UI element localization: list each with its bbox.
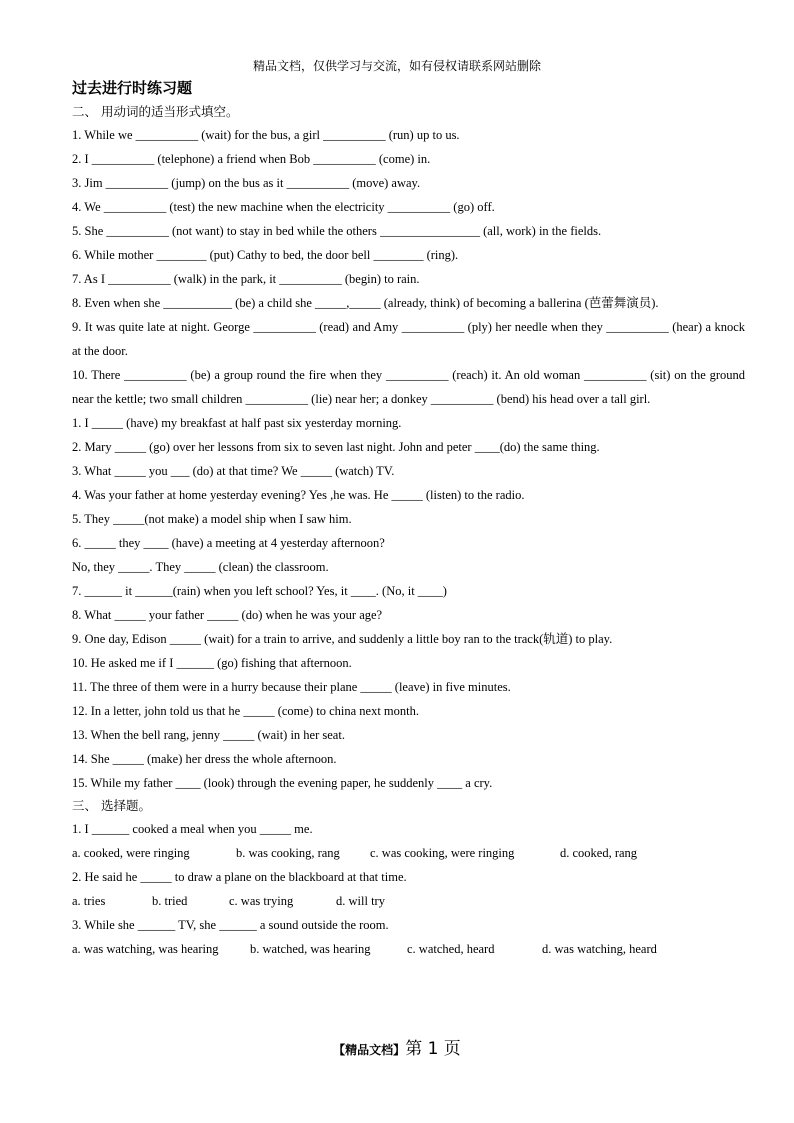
exercise-line: 12. In a letter, john told us that he _____ (come) to china next month. (72, 704, 419, 718)
exercise-line: 6. _____ they ____ (have) a meeting at 4 yesterday afternoon? (72, 536, 385, 550)
exercise-line: 1. I _____ (have) my breakfast at half past six yesterday morning. (72, 416, 402, 430)
exercise-line: 3. What _____ you ___ (do) at that time? We _____ (watch) TV. (72, 464, 395, 478)
exercise-line: 5. She __________ (not want) to stay in bed while the others ________________ (all, work) in the fields. (72, 224, 602, 238)
mc-option: a. cooked, were ringing (72, 846, 190, 860)
mc-option: c. watched, heard (407, 942, 495, 956)
mc-option: d. will try (336, 894, 385, 908)
mc-option: d. cooked, rang (560, 846, 638, 860)
mc-option: b. watched, was hearing (250, 942, 371, 956)
mc-option: a. tries (72, 894, 106, 908)
mc-question: 3. While she ______ TV, she ______ a sound outside the room. (72, 918, 389, 932)
mc-option: d. was watching, heard (542, 942, 657, 956)
exercise-line: 7. ______ it ______(rain) when you left school? Yes, it ____. (No, it ____) (72, 584, 447, 598)
exercise-line: 9. One day, Edison _____ (wait) for a train to arrive, and suddenly a little boy ran to the track(轨道) to play. (72, 632, 613, 646)
exercise-line: No, they _____. They _____ (clean) the classroom. (72, 560, 329, 574)
exercise-line: 3. Jim __________ (jump) on the bus as it __________ (move) away. (72, 176, 421, 190)
exercise-line: 2. I __________ (telephone) a friend when Bob __________ (come) in. (72, 152, 431, 166)
exercise-line: 2. Mary _____ (go) over her lessons from six to seven last night. John and peter ____(do) the same thing. (72, 440, 600, 454)
exercise-line: 8. Even when she ___________ (be) a child she _____,_____ (already, think) of becoming a ballerina (芭蕾舞演员). (72, 296, 659, 310)
exercise-line: 10. He asked me if I ______ (go) fishing that afternoon. (72, 656, 352, 670)
multiple-choice-list (72, 817, 745, 961)
mc-options (72, 937, 745, 961)
exercise-line: 4. We __________ (test) the new machine when the electricity __________ (go) off. (72, 200, 495, 214)
section-2-heading: 二、 用动词的适当形式填空。 (72, 104, 239, 119)
section-3-heading: 三、 选择题。 (72, 798, 151, 813)
worksheet-title: 过去进行时练习题 (72, 79, 193, 97)
exercise-line: 9. It was quite late at night. George __________ (read) and Amy __________ (ply) her needle when they __________ (hear) a knock at the door. (72, 320, 745, 358)
part2-exercises (72, 411, 745, 795)
exercise-line: 10. There __________ (be) a group round the fire when they __________ (reach) it. An old woman __________ (sit) on the ground near the kettle; two small children __________ (lie) near her; a donkey __________ (bend) his head over a tall girl. (72, 368, 745, 406)
mc-options (72, 889, 745, 913)
exercise-line: 4. Was your father at home yesterday evening? Yes ,he was. He _____ (listen) to the radio. (72, 488, 525, 502)
exercise-line: 14. She _____ (make) her dress the whole afternoon. (72, 752, 337, 766)
exercise-line: 11. The three of them were in a hurry because their plane _____ (leave) in five minutes. (72, 680, 511, 694)
mc-option: a. was watching, was hearing (72, 942, 219, 956)
worksheet-body (72, 78, 745, 961)
exercise-line: 8. What _____ your father _____ (do) when he was your age? (72, 608, 383, 622)
mc-question: 2. He said he _____ to draw a plane on the blackboard at that time. (72, 870, 407, 884)
page-header-notice: 精品文档，仅供学习与交流，如有侵权请联系网站删除 (252, 59, 541, 73)
exercise-line: 1. While we __________ (wait) for the bus, a girl __________ (run) up to us. (72, 128, 460, 142)
exercise-line: 7. As I __________ (walk) in the park, it __________ (begin) to rain. (72, 272, 420, 286)
exercise-line: 5. They _____(not make) a model ship when I saw him. (72, 512, 352, 526)
exercise-line: 6. While mother ________ (put) Cathy to bed, the door bell ________ (ring). (72, 248, 459, 262)
page-footer (0, 1034, 794, 1059)
footer-brand: 【精品文档】 (333, 1043, 406, 1057)
exercise-line: 13. When the bell rang, jenny _____ (wait) in her seat. (72, 728, 345, 742)
part1-exercises (72, 123, 745, 411)
mc-option: b. tried (152, 894, 188, 908)
exercise-line: 15. While my father ____ (look) through the evening paper, he suddenly ____ a cry. (72, 776, 493, 790)
mc-option: c. was cooking, were ringing (370, 846, 515, 860)
mc-options (72, 841, 745, 865)
mc-option: b. was cooking, rang (236, 846, 340, 860)
page-number: 第 1 页 (405, 1039, 461, 1059)
mc-question: 1. I ______ cooked a meal when you _____ me. (72, 822, 313, 836)
mc-option: c. was trying (229, 894, 294, 908)
